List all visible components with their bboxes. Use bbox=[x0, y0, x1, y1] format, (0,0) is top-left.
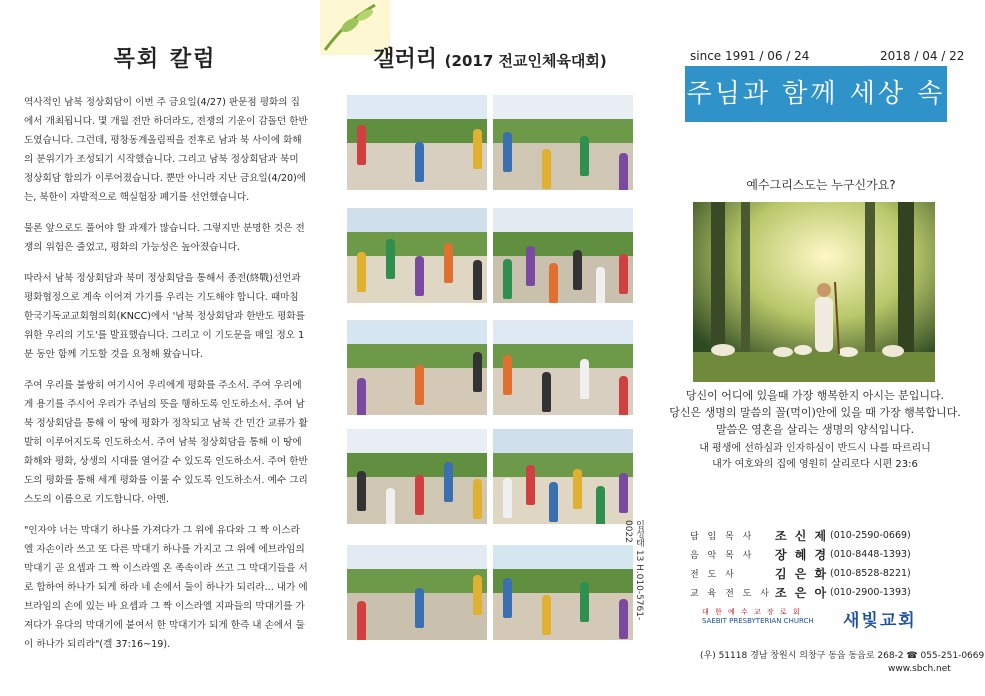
gallery-subtitle: (2017 전교인체육대회) bbox=[444, 52, 607, 70]
church-logo bbox=[702, 607, 832, 625]
column-body bbox=[24, 93, 309, 666]
column-paragraph: 따라서 남북 정상회담과 북미 정상회담을 통해서 종전(終戰)선언과 평화협정으로 계속 이어져 가기를 우리는 기도해야 합니다. 때마침 한국기독교교회협의회(KNCC)에서 '남북 정상회담과 한반도 평화를 위한 우리의 기도'를 발표했습니다. 그리고 이 기도문을 매일 정오 1분 동안 함께 기도할 것을 요청해 왔습니다. bbox=[24, 273, 305, 360]
staff-role: 담 임 목 사 bbox=[690, 532, 755, 542]
gallery-photo bbox=[347, 208, 487, 303]
gallery-photo bbox=[347, 95, 487, 190]
gallery-photo bbox=[347, 429, 487, 524]
message-line: 말씀은 영혼을 살리는 생명의 양식입니다. bbox=[715, 423, 915, 436]
publication-date: 2018 / 04 / 22 bbox=[880, 49, 965, 63]
gallery-photo bbox=[493, 429, 633, 524]
church-name: 새빛교회 bbox=[843, 611, 917, 631]
staff-row bbox=[690, 564, 970, 583]
staff-role: 교 육 전 도 사 bbox=[690, 589, 772, 599]
feature-message bbox=[650, 387, 980, 438]
message-line: 당신은 생명의 말씀의 꼴(먹이)안에 있을 때 가장 행복합니다. bbox=[669, 406, 961, 419]
staff-phone: (010-8528-8221) bbox=[830, 568, 911, 579]
column-paragraph: 역사적인 남북 정상회담이 이번 주 금요일(4/27) 판문점 평화의 집에서 개최됩니다. 몇 개월 전만 하더라도, 전쟁의 기운이 감돌던 한반도였습니다. 그런데, 평창동계올림픽을 전후로 남과 북 사이에 화해의 분위기가 조성되기 시작했습니다. 그리고 남북 정상회담과 북미 정상회담 합의가 이루어졌습니다. 뿐만 아니라 지난 금요일(4/20)에는, 북한이 자발적으로 핵실험장 폐기를 선언했습니다. bbox=[24, 97, 308, 203]
gallery-photo bbox=[493, 320, 633, 415]
feature-question: 예수그리스도는 누구신가요? bbox=[746, 178, 896, 192]
scripture-quote: "인자야 너는 막대기 하나를 가져다가 그 위에 유다와 그 짝 이스라엘 자손이라 쓰고 또 다른 막대기 하나를 가지고 그 위에 에브라임의 막대기 곧 요셉과 그 짝 이스라엘 온 족속이라 쓰고 그 막대기들을 서로 합하여 하나가 되게 하라 네 손에서 둘이 하나가 되리라... 내가 에브라임의 손에 있는 바 요셉과 그 짝 이스라엘 지파들의 막대기를 가져다가 유다의 막대기에 붙여서 한 막대기가 되게 한즉 내 손에서 둘이 하나가 되리라"(겔 37:16~19). bbox=[24, 525, 308, 650]
staff-row bbox=[690, 545, 970, 564]
prayer-paragraph: 주여 우리를 불쌍히 여기시어 우리에게 평화를 주소서. 주여 우리에게 용기를 주시어 우리가 주님의 뜻을 행하도록 인도하소서. 주여 남북 정상회담을 통해 이 땅에 평화가 정착되고 남북 간 민간 교류가 활발히 이루어지도록 인도하소서. 주여 남북 정상회담을 통해 이 땅에 화해와 평화, 상생의 시대를 열어갈 수 있도록 인도하소서. 주여 한반도의 평화를 통해 세계 평화를 이룰 수 있도록 인도하소서. 예수 그리스도의 이름으로 기도합니다. 아멘. bbox=[24, 380, 308, 505]
staff-list bbox=[690, 526, 970, 602]
staff-name: 조 은 아 bbox=[775, 586, 829, 600]
staff-role: 음 악 목 사 bbox=[690, 551, 755, 561]
gallery-photo bbox=[493, 95, 633, 190]
staff-name: 김 은 화 bbox=[775, 567, 829, 581]
column-paragraph: 물론 앞으로도 풀어야 할 과제가 많습니다. 그렇지만 분명한 것은 전쟁의 위험은 줄었고, 평화의 가능성은 높아졌습니다. bbox=[24, 223, 305, 253]
verse-line: 내가 여호와의 집에 영원히 살리로다 시편 23:6 bbox=[712, 459, 918, 470]
staff-row bbox=[690, 583, 970, 602]
church-address: (우) 51118 경남 창원시 의창구 동읍 동읍로 268-2 ☎ 055-251-0669 bbox=[700, 651, 985, 661]
staff-phone: (010-2900-1393) bbox=[830, 587, 911, 598]
motto-text: 주님과 함께 세상 속으로 bbox=[686, 79, 946, 165]
shepherd-illustration bbox=[693, 202, 935, 382]
staff-phone: (010-2590-0669) bbox=[830, 530, 911, 541]
gallery-heading: 갤러리 bbox=[373, 47, 437, 72]
photographer-note: 임성태 13 H.010-5761-0022 bbox=[623, 520, 644, 621]
message-line: 당신이 어디에 있을때 가장 행복한지 아시는 분입니다. bbox=[685, 389, 945, 402]
gallery-photo bbox=[347, 320, 487, 415]
gallery-photo bbox=[347, 545, 487, 640]
psalm-verse bbox=[650, 441, 980, 473]
staff-row bbox=[690, 526, 970, 545]
church-website: www.sbch.net bbox=[888, 664, 951, 674]
gallery-title bbox=[340, 42, 640, 73]
staff-name: 조 신 제 bbox=[775, 529, 829, 543]
gallery-photo bbox=[493, 208, 633, 303]
denomination-label: 대 한 예 수 교 장 로 회 bbox=[702, 608, 802, 616]
staff-name: 장 혜 경 bbox=[775, 548, 829, 562]
since-date: since 1991 / 06 / 24 bbox=[690, 49, 810, 63]
column-title: 목회 칼럼 bbox=[113, 47, 217, 72]
motto-banner bbox=[685, 66, 947, 165]
church-english-name: SAEBIT PRESBYTERIAN CHURCH bbox=[702, 617, 814, 625]
staff-phone: (010-8448-1393) bbox=[830, 549, 911, 560]
verse-line: 내 평생에 선하심과 인자하심이 반드시 나를 따르리니 bbox=[699, 443, 931, 454]
staff-role: 전 도 사 bbox=[690, 570, 737, 580]
gallery-photo bbox=[493, 545, 633, 640]
